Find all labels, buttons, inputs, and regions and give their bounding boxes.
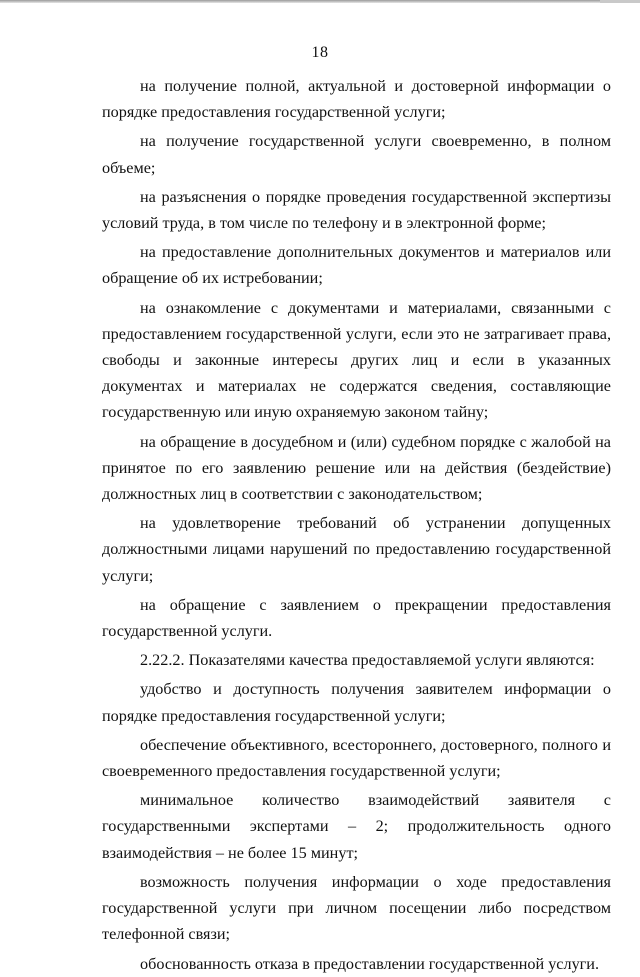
paragraph-quality-interactions: минимальное количество взаимодействий заявителя с государственными экспертами – 2; продолжительность одного взаимодействия – не более 15 минут; bbox=[102, 791, 611, 862]
page-number: 18 bbox=[311, 44, 329, 61]
paragraph-right-explanations: на разъяснения о порядке проведения государственной экспертизы условий труда, в том числе по телефону и в электронной форме; bbox=[102, 187, 611, 233]
scan-edge-top bbox=[0, 0, 640, 3]
paragraph-right-timely-service: на получение государственной услуги своевременно, в полном объеме; bbox=[102, 132, 611, 177]
paragraph-quality-progress-info: возможность получения информации о ходе предоставления государственной услуги при личном посещении либо посредством телефонной связи; bbox=[102, 872, 611, 944]
paragraph-right-additional-documents: на предоставление дополнительных документов и материалов или обращение об их истребовании; bbox=[102, 243, 611, 288]
paragraph-quality-objectivity: обеспечение объективного, всестороннего, достоверного, полного и своевременного предоставления государственной услуги; bbox=[102, 735, 611, 781]
paragraph-right-familiarization: на ознакомление с документами и материалами, связанными с предоставлением государственной услуги, если это не затрагивает права, свободы и законные интересы других лиц и если в указанных документах и материалах не содержатся сведения, составляющие государственную или иную охраняемую законом тайну; bbox=[102, 298, 611, 422]
paragraph-quality-refusal-grounds: обоснованность отказа в предоставлении государственной услуги. bbox=[140, 954, 600, 973]
paragraph-right-claims: на удовлетворение требований об устранении допущенных должностными лицами нарушений по предоставлению государственной услуги; bbox=[102, 514, 611, 585]
paragraph-quality-convenience: удобство и доступность получения заявителем информации о порядке предоставления государственной услуги; bbox=[102, 680, 611, 725]
paragraph-right-termination: на обращение с заявлением о прекращении предоставления государственной услуги. bbox=[102, 595, 611, 641]
paragraph-right-appeal: на обращение в досудебном и (или) судебном порядке с жалобой на принятое по его заявлению решение или на действия (бездействие) должностных лиц в соответствии с законодательством; bbox=[102, 432, 611, 504]
paragraph-section-2-22-2: 2.22.2. Показателями качества предоставляемой услуги являются: bbox=[140, 651, 595, 670]
scan-edge-top-right bbox=[600, 0, 640, 3]
document-body bbox=[102, 73, 611, 977]
paragraph-right-to-information: на получение полной, актуальной и достоверной информации о порядке предоставления государственной услуги; bbox=[102, 77, 611, 122]
